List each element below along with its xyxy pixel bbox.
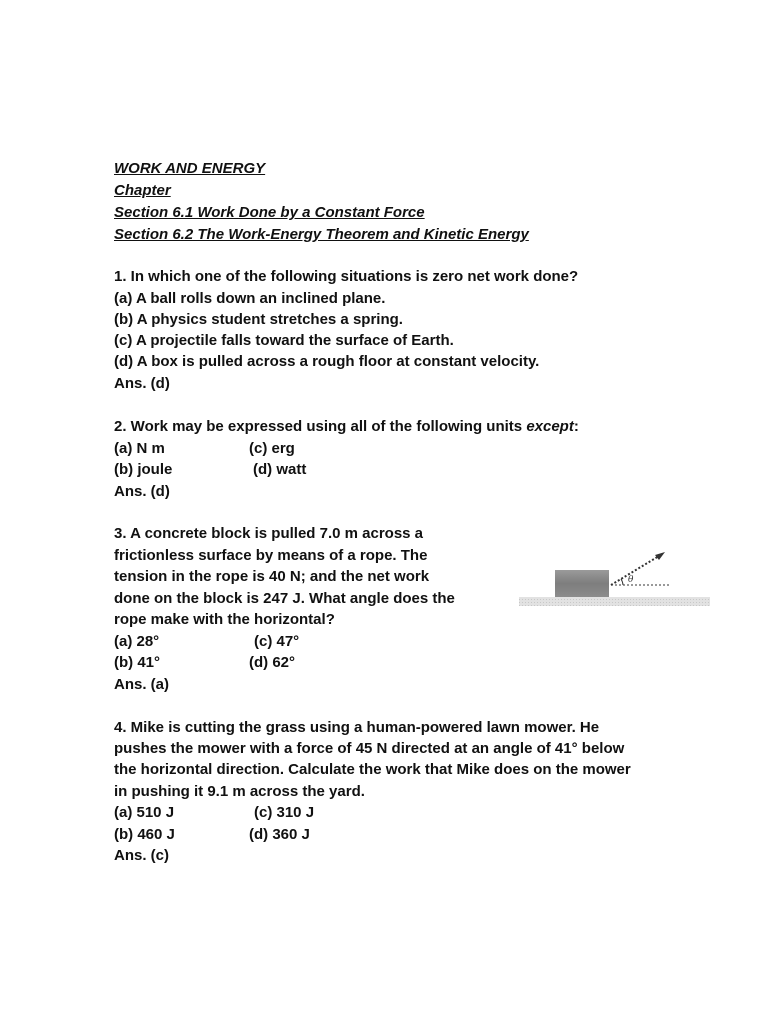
q1-option-c: (c) A projectile falls toward the surface of Earth. [114, 332, 454, 349]
section-heading-2: Section 6.2 The Work-Energy Theorem and Kinetic Energy [114, 226, 529, 243]
q3-option-b: (b) 41° [114, 654, 161, 671]
q2-option-b: (b) joule [114, 461, 173, 478]
q2-option-c: (c) erg [249, 440, 295, 457]
q4-text-line-2: pushes the mower with a force of 45 N directed at an angle of 41° below [114, 740, 625, 757]
q4-answer: Ans. (c) [114, 847, 170, 864]
doc-title: WORK AND ENERGY [114, 160, 266, 177]
q1-answer: Ans. (d) [114, 375, 170, 392]
q4-option-c: (c) 310 J [254, 804, 315, 821]
q3-option-a: (a) 28° [114, 633, 160, 650]
q2-option-a: (a) N m [114, 440, 165, 457]
section-heading-1: Section 6.1 Work Done by a Constant Force [114, 204, 425, 221]
ground-surface [519, 597, 710, 606]
q3-text-line-5: rope make with the horizontal? [114, 611, 335, 628]
q1-option-d: (d) A box is pulled across a rough floor at constant velocity. [114, 353, 540, 370]
arrow-head-icon [655, 552, 665, 560]
q3-option-c: (c) 47° [254, 633, 300, 650]
q2-text-pre: 2. Work may be expressed using all of the following units [114, 418, 527, 435]
block-rope-diagram [519, 548, 711, 608]
angle-label: θ [628, 575, 634, 585]
q3-text-line-3: tension in the rope is 40 N; and the net work [114, 568, 430, 585]
rope-line [611, 556, 659, 585]
q4-text-line-3: the horizontal direction. Calculate the work that Mike does on the mower [114, 761, 631, 778]
q3-text-line-1: 3. A concrete block is pulled 7.0 m across a [114, 525, 424, 542]
q1-option-a: (a) A ball rolls down an inclined plane. [114, 290, 386, 307]
angle-arc [621, 579, 623, 585]
q4-option-d: (d) 360 J [249, 826, 310, 843]
q2-text-post: : [573, 418, 579, 435]
q2-answer: Ans. (d) [114, 483, 170, 500]
q1-text: 1. In which one of the following situations is zero net work done? [114, 268, 579, 285]
q4-option-a: (a) 510 J [114, 804, 175, 821]
q2-text [114, 417, 579, 437]
q4-text-line-1: 4. Mike is cutting the grass using a human-powered lawn mower. He [114, 719, 600, 736]
q2-option-d: (d) watt [253, 461, 307, 478]
q1-option-b: (b) A physics student stretches a spring. [114, 311, 403, 328]
chapter-heading: Chapter [114, 182, 171, 199]
q3-answer: Ans. (a) [114, 676, 170, 693]
q3-text-line-4: done on the block is 247 J. What angle does the [114, 590, 455, 607]
q3-option-d: (d) 62° [249, 654, 296, 671]
q4-option-b: (b) 460 J [114, 826, 175, 843]
q4-text-line-4: in pushing it 9.1 m across the yard. [114, 783, 365, 800]
q3-text-line-2: frictionless surface by means of a rope. The [114, 547, 428, 564]
block-rope-figure [519, 548, 711, 612]
q2-text-emphasis: except [526, 418, 574, 435]
concrete-block [555, 570, 609, 597]
